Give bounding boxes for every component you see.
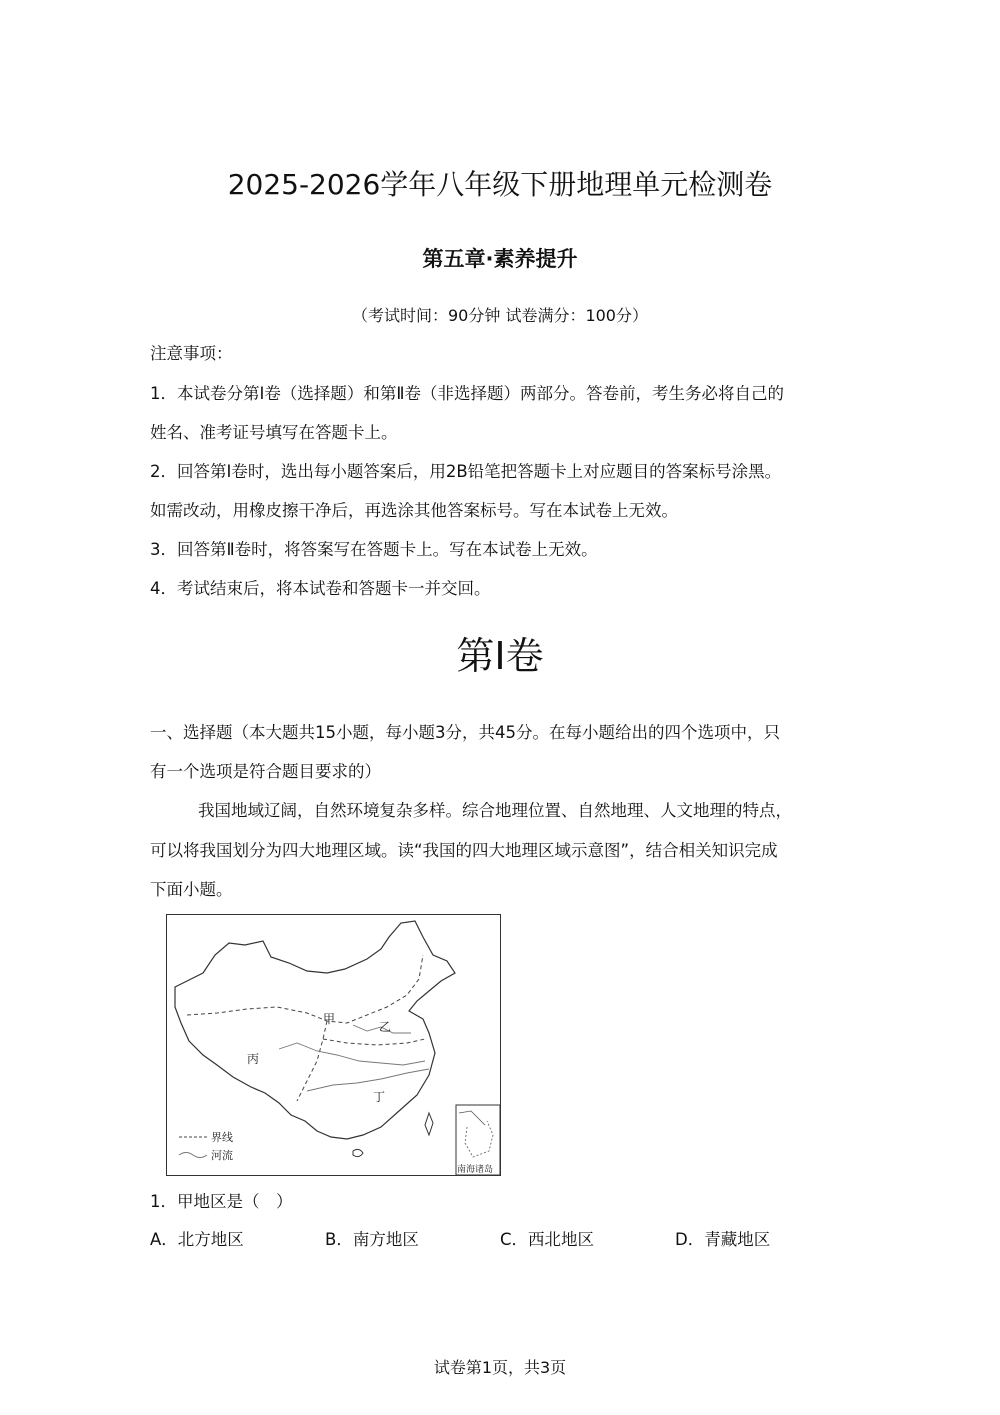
river [307, 1069, 429, 1091]
page-footer: 试卷第1页，共3页 [433, 1358, 567, 1377]
inset-label: 南海诸岛 [457, 1165, 494, 1175]
boundary-line [187, 955, 423, 1023]
region-label-yi: 乙 [379, 1020, 392, 1034]
section-title: 第Ⅰ卷 [456, 634, 544, 678]
intro-line: 我国地域辽阔，自然环境复杂多样。综合地理位置、自然地理、人文地理的特点， [198, 801, 792, 820]
note-line: 4．考试结束后，将本试卷和答题卡一并交回。 [150, 579, 491, 598]
exam-meta: （考试时间：90分钟 试卷满分：100分） [352, 306, 648, 325]
option-a: A．北方地区 [150, 1230, 244, 1249]
question1-stem: 1．甲地区是（ ） [150, 1192, 293, 1211]
region-label-jia: 甲 [323, 1012, 336, 1026]
river [279, 1043, 425, 1065]
legend-river-symbol [179, 1153, 207, 1158]
map-drawing [167, 915, 502, 1177]
option-d: D．青藏地区 [675, 1230, 771, 1249]
exam-subtitle: 第五章·素养提升 [422, 247, 578, 271]
part1-heading-line: 有一个选项是符合题目要求的） [150, 762, 381, 781]
option-b: B．南方地区 [325, 1230, 419, 1249]
note-line: 姓名、准考证号填写在答题卡上。 [150, 423, 398, 442]
note-line: 1．本试卷分第Ⅰ卷（选择题）和第Ⅱ卷（非选择题）两部分。答卷前，考生务必将自己的 [150, 384, 784, 403]
option-c: C．西北地区 [500, 1230, 595, 1249]
region-label-bing: 丙 [247, 1052, 260, 1066]
note-line: 如需改动，用橡皮擦干净后，再选涂其他答案标号。写在本试卷上无效。 [150, 501, 678, 520]
taiwan-island [425, 1113, 433, 1135]
region-label-ding: 丁 [373, 1090, 386, 1104]
legend-river-label: 河流 [211, 1149, 233, 1162]
note-line: 2．回答第Ⅰ卷时，选出每小题答案后，用2B铅笔把答题卡上对应题目的答案标号涂黑。 [150, 462, 782, 481]
note-line: 3．回答第Ⅱ卷时，将答案写在答题卡上。写在本试卷上无效。 [150, 540, 598, 559]
country-outline [175, 921, 455, 1139]
notes-heading: 注意事项： [150, 344, 233, 363]
legend-boundary-label: 界线 [211, 1131, 233, 1144]
boundary-line [323, 1039, 425, 1045]
intro-line: 可以将我国划分为四大地理区域。读“我国的四大地理区域示意图”，结合相关知识完成 [150, 841, 778, 860]
exam-title: 2025-2026学年八年级下册地理单元检测卷 [227, 168, 773, 201]
part1-heading-line: 一、选择题（本大题共15小题，每小题3分，共45分。在每小题给出的四个选项中，只 [150, 723, 780, 742]
china-regions-map [166, 914, 501, 1176]
hainan-island [353, 1149, 363, 1156]
intro-line: 下面小题。 [150, 880, 233, 899]
boundary-line [297, 1021, 327, 1101]
